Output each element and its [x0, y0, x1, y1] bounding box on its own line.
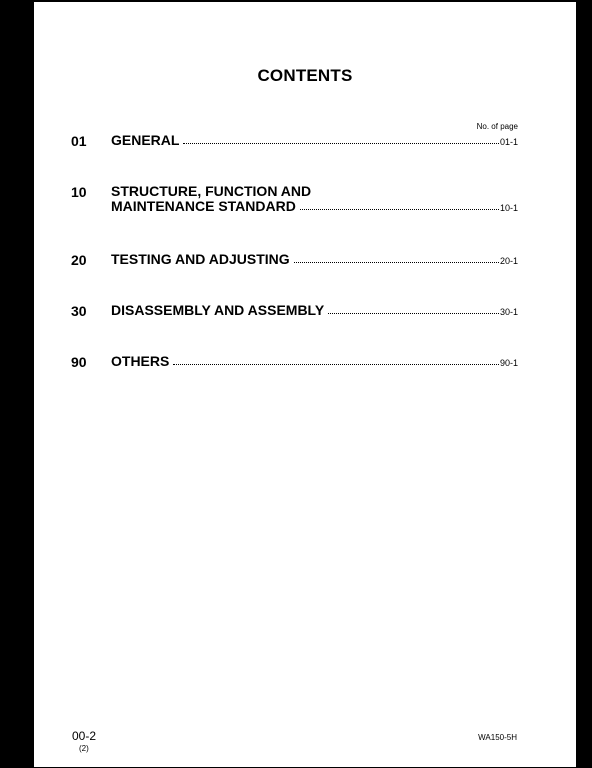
toc-entry-page: 20-1: [499, 256, 518, 266]
toc-entry-number: 10: [71, 184, 87, 200]
toc-entry-page: 01-1: [499, 137, 518, 147]
toc-entry-title-continued: MAINTENANCE STANDARD: [111, 198, 296, 214]
toc-entry-title: TESTING AND ADJUSTING: [111, 251, 290, 267]
toc-entry-title: OTHERS: [111, 353, 170, 369]
toc-entry-title: DISASSEMBLY AND ASSEMBLY: [111, 302, 325, 318]
footer-model: WA150-5H: [478, 733, 517, 742]
footer-page-info: [72, 729, 96, 753]
dot-leader: [328, 313, 499, 314]
footer-page-number: 00-2: [72, 729, 97, 743]
dot-leader: [294, 262, 499, 263]
toc-entry-page: 30-1: [499, 307, 518, 317]
footer-revision: (2): [79, 744, 89, 753]
page-number-column-header: No. of page: [476, 122, 518, 131]
toc-entry-page: 10-1: [499, 203, 518, 213]
toc-entry-title: STRUCTURE, FUNCTION AND: [111, 183, 312, 199]
document-page: [34, 2, 576, 767]
dot-leader: [173, 364, 499, 365]
toc-entry-page: 90-1: [499, 358, 518, 368]
dot-leader: [183, 143, 499, 144]
toc-entry-number: 30: [71, 303, 87, 319]
page-title: CONTENTS: [257, 66, 353, 85]
toc-entry-number: 20: [71, 252, 87, 268]
toc-entry-title: GENERAL: [111, 132, 180, 148]
toc-entry-number: 01: [71, 133, 87, 149]
dot-leader: [300, 209, 499, 210]
toc-entry-number: 90: [71, 354, 87, 370]
